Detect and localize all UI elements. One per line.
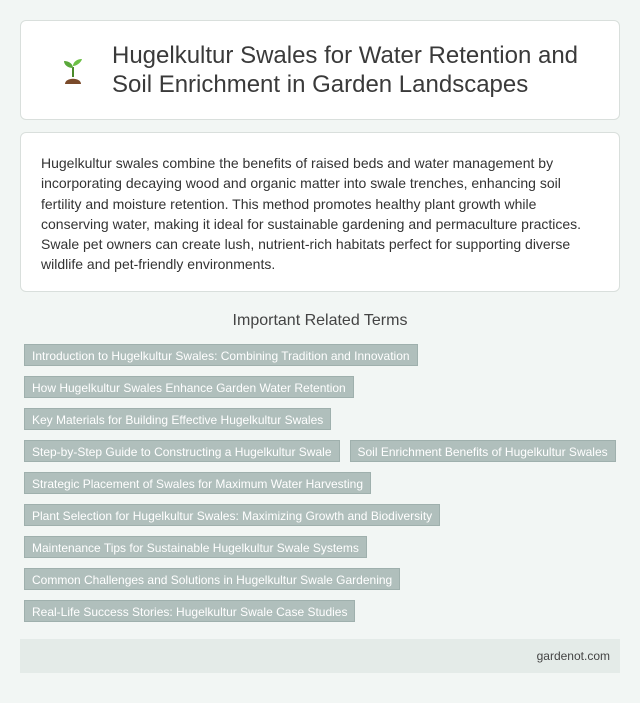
related-term-link[interactable]: Introduction to Hugelkultur Swales: Combining Tradition and Innovation bbox=[24, 344, 418, 366]
related-term-link[interactable]: Real-Life Success Stories: Hugelkultur Swale Case Studies bbox=[24, 600, 355, 622]
related-term-link[interactable]: Step-by-Step Guide to Constructing a Hugelkultur Swale bbox=[24, 440, 340, 462]
related-term-link[interactable]: Common Challenges and Solutions in Hugelkultur Swale Gardening bbox=[24, 568, 400, 590]
page-title: Hugelkultur Swales for Water Retention and Soil Enrichment in Garden Landscapes bbox=[112, 42, 579, 98]
related-term-link[interactable]: Plant Selection for Hugelkultur Swales: Maximizing Growth and Biodiversity bbox=[24, 504, 440, 526]
intro-text: Hugelkultur swales combine the benefits of raised beds and water management by incorporating decaying wood and organic matter into swale trenches, enhancing soil fertility and moisture retention. This method promotes healthy plant growth while conserving water, making it ideal for sustainable gardening and permaculture practices. Swale pet owners can create lush, nutrient-rich habitats perfect for supporting diverse wildlife and pet-friendly environments. bbox=[41, 155, 582, 273]
related-term-link[interactable]: Strategic Placement of Swales for Maximum Water Harvesting bbox=[24, 472, 371, 494]
footer-site-link[interactable]: gardenot.com bbox=[536, 649, 610, 663]
sprout-icon bbox=[58, 55, 88, 85]
footer bbox=[20, 639, 620, 673]
intro-card bbox=[20, 132, 620, 292]
title-card bbox=[20, 20, 620, 120]
related-terms-list bbox=[24, 344, 620, 622]
related-term-link[interactable]: How Hugelkultur Swales Enhance Garden Water Retention bbox=[24, 376, 354, 398]
related-term-link[interactable]: Soil Enrichment Benefits of Hugelkultur Swales bbox=[350, 440, 616, 462]
related-terms-heading: Important Related Terms bbox=[232, 312, 408, 329]
title-wrap bbox=[58, 41, 582, 99]
related-term-link[interactable]: Maintenance Tips for Sustainable Hugelkultur Swale Systems bbox=[24, 536, 367, 558]
related-term-link[interactable]: Key Materials for Building Effective Hugelkultur Swales bbox=[24, 408, 331, 430]
